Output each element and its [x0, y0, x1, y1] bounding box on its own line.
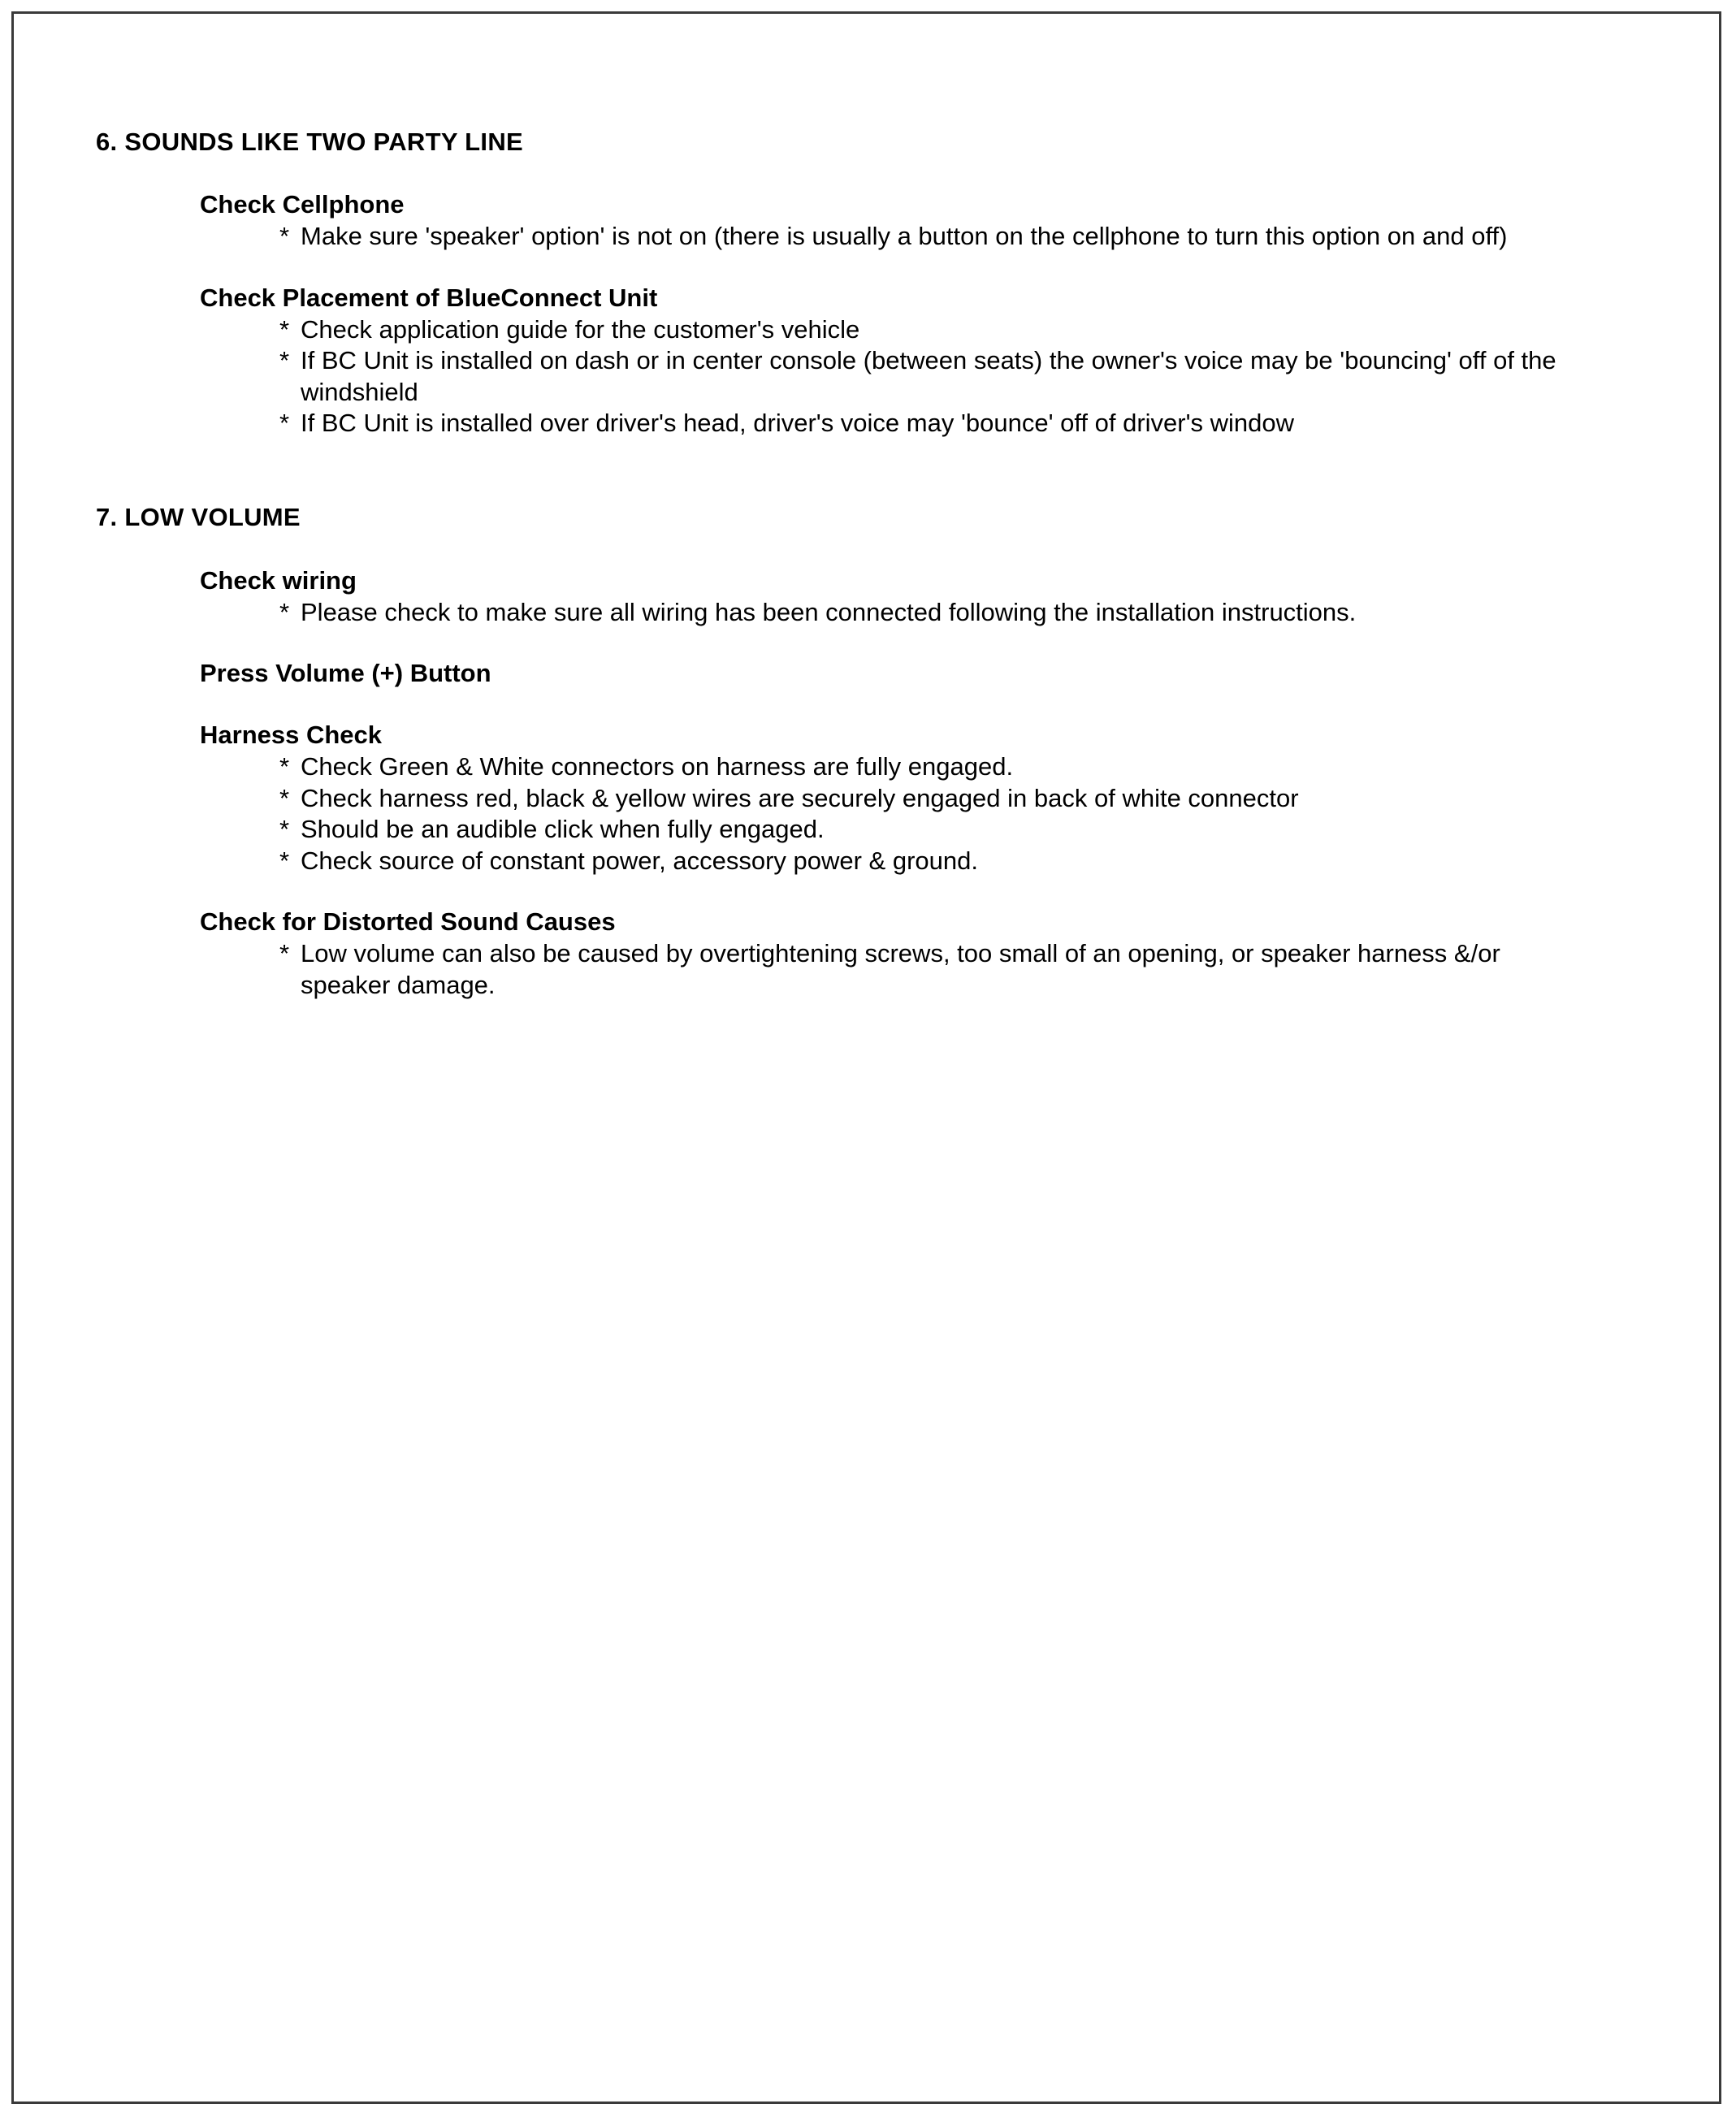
list-item: [279, 814, 1672, 846]
list-item: [279, 597, 1357, 629]
subsection-title: Check for Distorted Sound Causes: [200, 907, 616, 936]
list-item: [279, 314, 1672, 346]
bullet-symbol: *: [279, 222, 290, 250]
section-title: 6. SOUNDS LIKE TWO PARTY LINE: [96, 128, 523, 156]
bullet-symbol: *: [279, 783, 290, 812]
bullet-symbol: *: [279, 346, 290, 374]
bullet-symbol: *: [279, 314, 290, 344]
list-item: [279, 783, 1672, 815]
subsection-check-placement: [200, 282, 1672, 439]
bullet-symbol: *: [279, 815, 290, 843]
subsection-check-wiring: [200, 565, 1672, 629]
bullet-list: [200, 751, 1672, 877]
subsection-title: Press Volume (+) Button: [200, 659, 491, 687]
list-item: [279, 345, 1592, 408]
list-item-text: Please check to make sure all wiring has been connected following the installation instructions.: [301, 597, 1357, 626]
list-item-text: Should be an audible click when fully engaged.: [301, 815, 825, 843]
list-item-text: Make sure 'speaker' option' is not on (there is usually a button on the cellphone to turn this option on and off): [301, 222, 1508, 250]
list-item-text: Check harness red, black & yellow wires are securely engaged in back of white connector: [301, 783, 1299, 812]
subsection-title: Check wiring: [200, 565, 357, 595]
bullet-symbol: *: [279, 846, 290, 875]
subsection-harness-check: [200, 719, 1672, 877]
subsection-distorted-sound: [200, 906, 1672, 1001]
list-item-text: Check source of constant power, accessory power & ground.: [301, 846, 978, 875]
bullet-list: [200, 221, 1672, 253]
list-item-text: Low volume can also be caused by overtightening screws, too small of an opening, or speaker harness &/or speaker damage.: [301, 939, 1500, 999]
list-item-text: Check application guide for the customer's vehicle: [301, 314, 860, 344]
bullet-list: [200, 938, 1672, 1001]
bullet-list: [200, 597, 1672, 629]
list-item-text: Check Green & White connectors on harness are fully engaged.: [301, 752, 1014, 781]
list-item: [279, 938, 1592, 1001]
list-item-text: If BC Unit is installed on dash or in center console (between seats) the owner's voice may be 'bouncing' off of the windshield: [301, 346, 1556, 406]
subsection-press-volume: [200, 657, 1672, 690]
list-item-text: If BC Unit is installed over driver's head, driver's voice may 'bounce' off of driver's window: [301, 409, 1295, 437]
list-item: [279, 408, 1672, 439]
subsection-title: Check Placement of BlueConnect Unit: [200, 283, 658, 312]
subsection-title: Harness Check: [200, 721, 383, 749]
bullet-symbol: *: [279, 939, 290, 967]
list-item: [279, 221, 1682, 253]
bullet-list: [200, 314, 1672, 439]
subsection-title: Check Cellphone: [200, 190, 405, 219]
bullet-symbol: *: [279, 752, 290, 781]
bullet-symbol: *: [279, 597, 290, 626]
bullet-symbol: *: [279, 409, 290, 437]
subsection-check-cellphone: [200, 188, 1672, 253]
document-content: [96, 126, 1672, 1001]
list-item: [279, 846, 1672, 877]
list-item: [279, 751, 1672, 783]
section-title: 7. LOW VOLUME: [96, 502, 301, 531]
